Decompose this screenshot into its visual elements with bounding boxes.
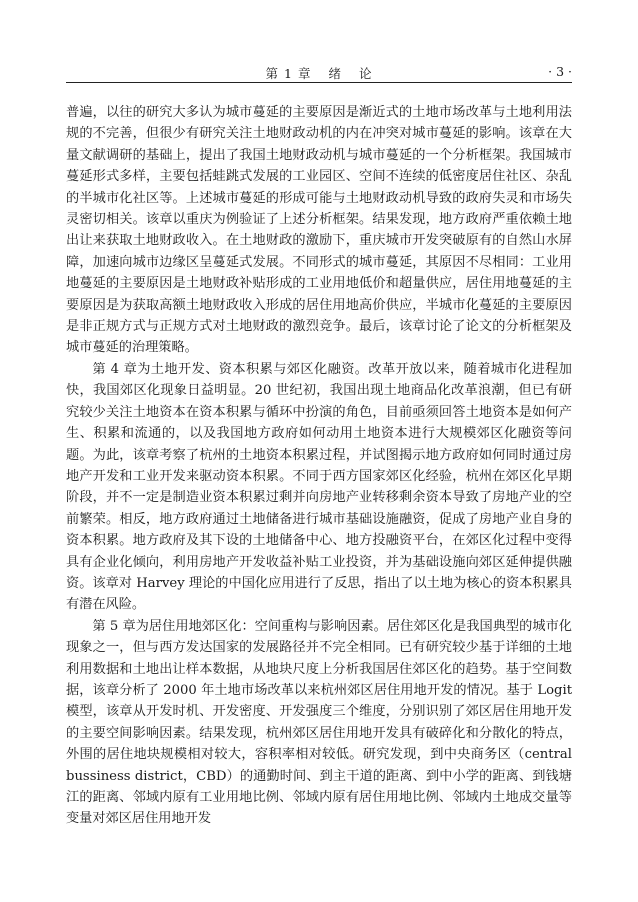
paragraph-continuation: 普遍，以往的研究大多认为城市蔓延的主要原因是渐近式的土地市场改革与土地利用法规的不完善，但很少有研究关注土地财政动机的内在冲突对城市蔓延的影响。该章在大量文献调研的基础上，提出了我国土地财政动机与城市蔓延的一个分析框架。我国城市蔓延形式多样，主要包括蛙跳式发展的工业园区、空间不连续的低密度居住社区、杂乱的半城市化社区等。上述城市蔓延的形成可能与土地财政动机导致的政府失灵和市场失灵密切相关。该章以重庆为例验证了上述分析框架。结果发现，地方政府严重依赖土地出让来获取土地财政收入。在土地财政的激励下，重庆城市开发突破原有的自然山水屏障，加速向城市边缘区呈蔓延式发展。不同形式的城市蔓延，其原因不尽相同：工业用地蔓延的主要原因是土地财政补贴形成的工业用地低价和超量供应，居住用地蔓延的主要原因是为获取高额土地财政收入形成的居住用地高价供应，半城市化蔓延的主要原因是非正规方式与正规方式对土地财政的激烈竞争。最后，该章讨论了论文的分析框架及城市蔓延的治理策略。 [66,105,572,356]
header-title-char-1: 绪 [328,66,342,81]
header-chapter-number: 第 1 章 [265,66,312,81]
running-header [66,60,572,83]
header-title-char-2: 论 [358,66,373,81]
header-chapter-title [66,64,572,82]
paragraph-chapter-4: 第 4 章为土地开发、资本积累与郊区化融资。改革开放以来，随着城市化进程加快，我国郊区化现象日益明显。20 世纪初，我国出现土地商品化改革浪潮，但已有研究较少关注土地资本在资本积累与循环中扮演的角色，目前亟须回答土地资本是如何产生、积累和流通的，以及我国地方政府如何动用土地资本进行大规模郊区化融资等问题。为此，该章考察了杭州的土地资本积累过程，并试图揭示地方政府如何同时通过房地产开发和工业开发来驱动资本积累。不同于西方国家郊区化经验，杭州在郊区化早期阶段，并不一定是制造业资本积累过剩并向房地产业转移剩余资本导致了房地产业的空前繁荣。相反，地方政府通过土地储备进行城市基础设施融资，促成了房地产业自身的资本积累。地方政府及其下设的土地储备中心、地方投融资平台，在郊区化过程中变得具有企业化倾向，利用房地产开发收益补贴工业投资，并为基础设施向郊区延伸提供融资。该章对 Harvey 理论的中国化应用进行了反思，指出了以土地为核心的资本积累具有潜在风险。 [66,361,572,613]
page-number: · 3 · [548,64,572,79]
body-text [66,102,572,830]
paragraph-chapter-5: 第 5 章为居住用地郊区化：空间重构与影响因素。居住郊区化是我国典型的城市化现象之一，但与西方发达国家的发展路径并不完全相同。已有研究较少基于详细的土地利用数据和土地出让样本数据，从地块尺度上分析我国居住郊区化的趋势。基于空间数据，该章分析了 2000 年土地市场改革以来杭州郊区居住用地开发的情况。基于 Logit 模型，该章从开发时机、开发密度、开发强度三个维度，分别识别了郊区居住用地开发的主要空间影响因素。结果发现，杭州郊区居住用地开发具有破碎化和分散化的特点，外围的居住地块规模相对较大，容积率相对较低。研究发现，到中央商务区（central bussiness district，CBD）的通勤时间、到主干道的距离、到中小学的距离、到钱塘江的距离、邻域内原有工业用地比例、邻域内原有居住用地比例、邻域内土地成交量等变量对郊区居住用地开发 [66,618,572,827]
